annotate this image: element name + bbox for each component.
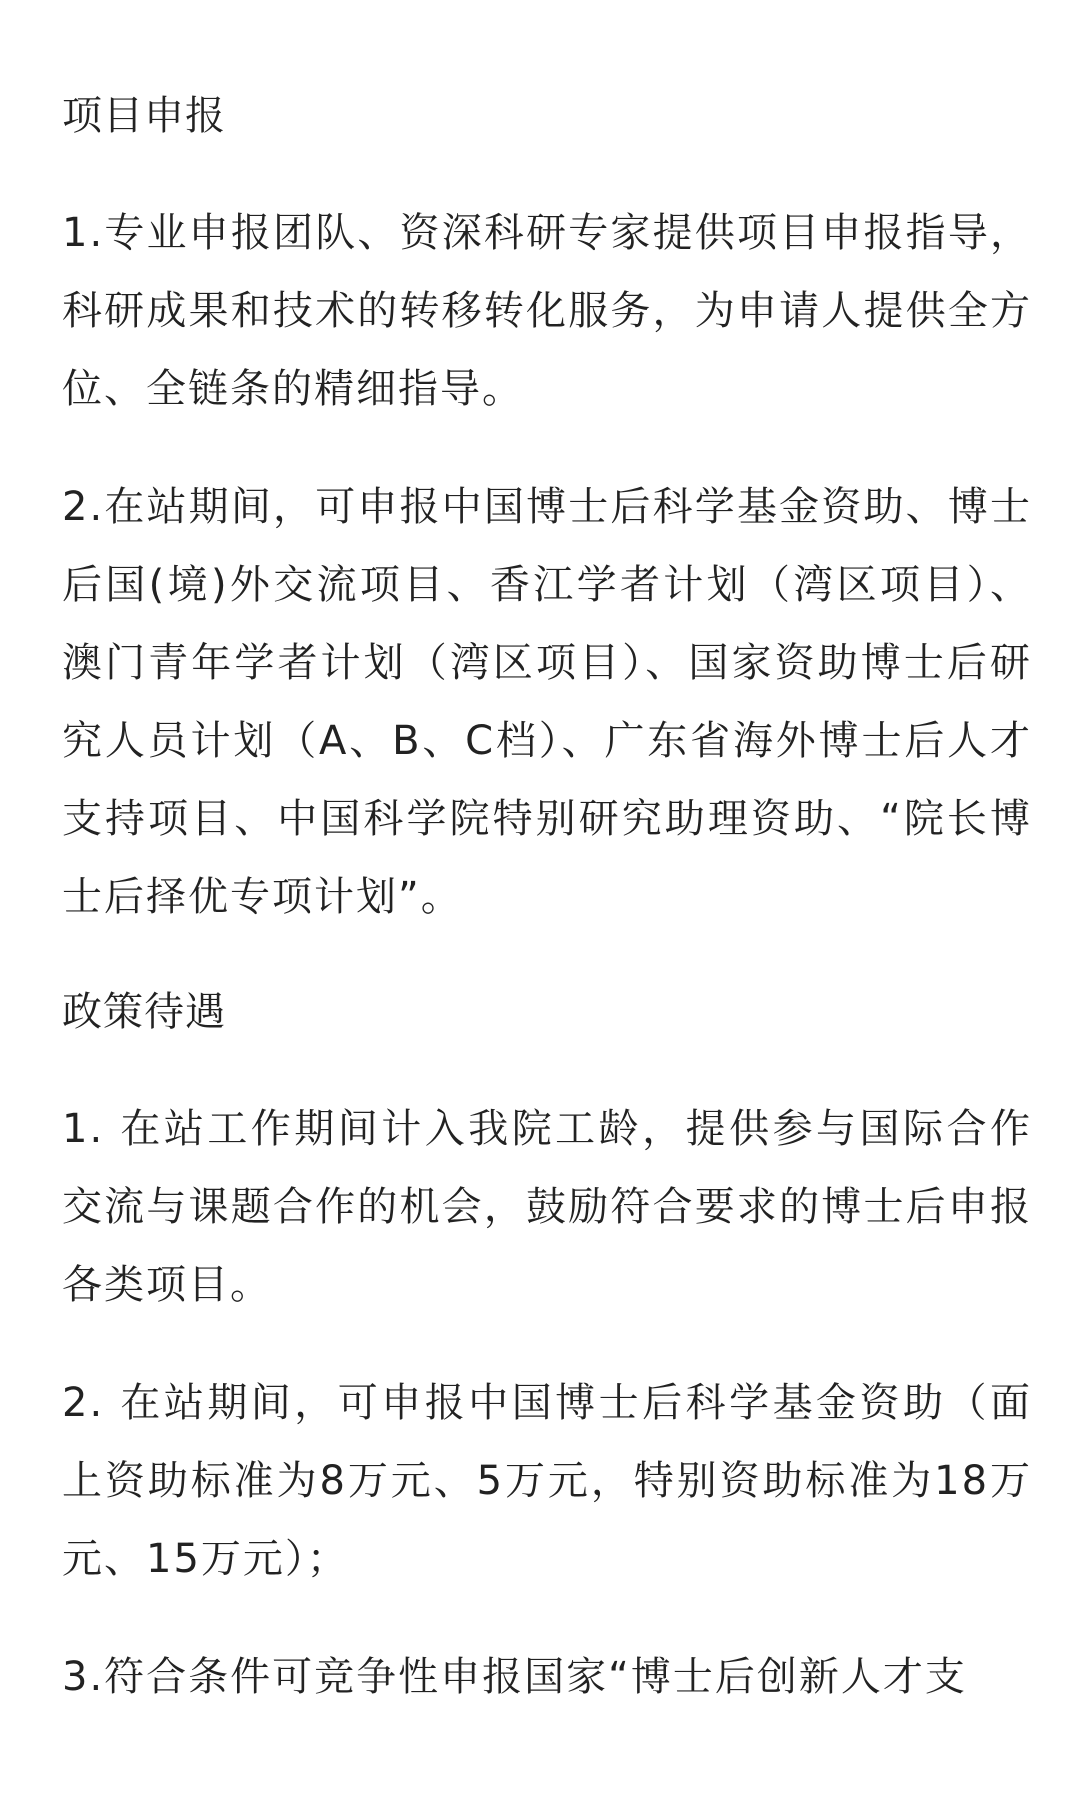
spacer	[62, 428, 1032, 468]
policy-item-3: 3.符合条件可竞争性申报国家“博士后创新人才支	[62, 1654, 967, 1700]
spacer	[62, 1324, 1032, 1364]
section-title-project-application: 项目申报	[62, 93, 226, 139]
project-item-1: 1.专业申报团队、资深科研专家提供项目申报指导，科研成果和技术的转移转化服务，为申请人提供全方位、全链条的精细指导。	[62, 210, 1032, 412]
project-item-2: 2.在站期间，可申报中国博士后科学基金资助、博士后国(境)外交流项目、香江学者计划（湾区项目）、澳门青年学者计划（湾区项目）、国家资助博士后研究人员计划（A、B、C档）、广东省海外博士后人才支持项目、中国科学院特别研究助理资助、“院长博士后择优专项计划”。	[62, 484, 1032, 920]
policy-item-2: 2. 在站期间，可申报中国博士后科学基金资助（面上资助标准为8万元、5万元，特别资助标准为18万元、15万元）；	[62, 1380, 1032, 1582]
article-body	[62, 80, 1032, 1716]
policy-item-1: 1. 在站工作期间计入我院工龄，提供参与国际合作交流与课题合作的机会，鼓励符合要求的博士后申报各类项目。	[62, 1106, 1032, 1308]
spacer	[62, 936, 1032, 976]
spacer	[62, 1598, 1032, 1638]
spacer	[62, 1048, 1032, 1090]
section-title-policy-benefits: 政策待遇	[62, 989, 226, 1035]
spacer	[62, 152, 1032, 194]
